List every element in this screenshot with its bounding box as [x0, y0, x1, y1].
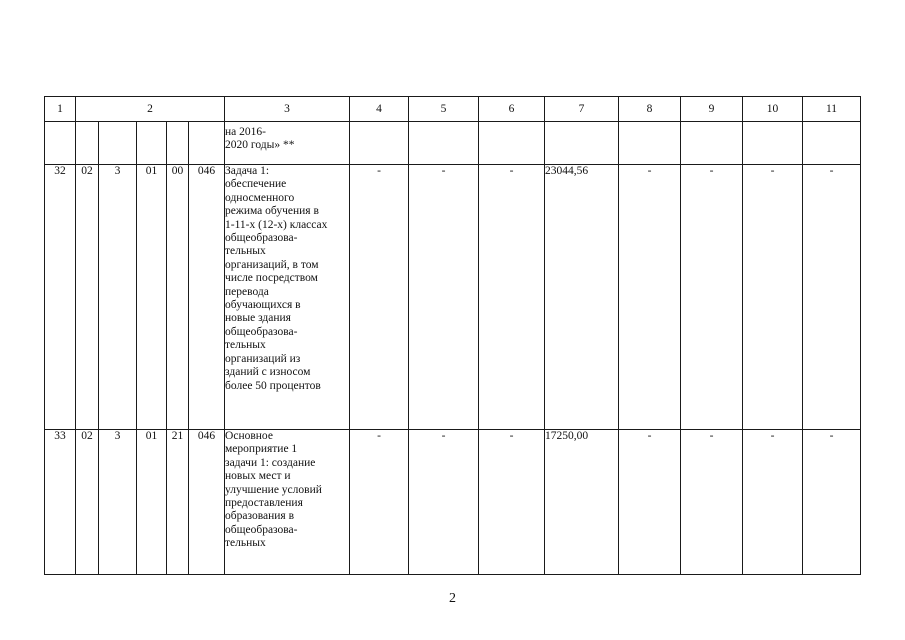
description-line: 1-11-х (12-х) классах [225, 218, 328, 231]
code-cell: 3 [99, 165, 137, 430]
description-line: односменного [225, 191, 295, 204]
description-line: организаций из [225, 352, 301, 365]
empty-cell [681, 122, 743, 165]
empty-cell [803, 122, 861, 165]
code-cell: 00 [167, 165, 189, 430]
value-col-7: 17250,00 [545, 430, 619, 575]
empty-cell [545, 122, 619, 165]
col-header-5: 5 [409, 97, 479, 122]
page-number: 2 [449, 591, 456, 606]
value-col-8: - [619, 165, 681, 430]
value-col-6: - [479, 165, 545, 430]
value-col-10: - [743, 430, 803, 575]
row-description [225, 430, 350, 575]
empty-cell [76, 122, 99, 165]
description-line: задачи 1: создание [225, 456, 316, 469]
empty-cell [137, 122, 167, 165]
col-header-6: 6 [479, 97, 545, 122]
code-cell: 01 [137, 165, 167, 430]
empty-cell [167, 122, 189, 165]
row-number: 33 [45, 430, 76, 575]
empty-cell [99, 122, 137, 165]
description-line: новые здания [225, 312, 291, 325]
value-col-9: - [681, 430, 743, 575]
col-header-9: 9 [681, 97, 743, 122]
description-line: перевода [225, 285, 269, 298]
code-cell: 046 [189, 165, 225, 430]
description-line: образования в [225, 510, 294, 523]
code-cell: 046 [189, 430, 225, 575]
value-col-4: - [350, 165, 409, 430]
col-header-1: 1 [45, 97, 76, 122]
col-header-2: 2 [76, 97, 225, 122]
description-line: более 50 процентов [225, 379, 321, 392]
row-number: 32 [45, 165, 76, 430]
continuation-description [225, 122, 350, 165]
continuation-row [45, 122, 861, 165]
empty-cell [45, 122, 76, 165]
value-col-5: - [409, 430, 479, 575]
value-col-5: - [409, 165, 479, 430]
description-line: общеобразова- [225, 232, 298, 245]
description-line: общеобразова- [225, 523, 298, 536]
description-line: улучшение условий [225, 483, 322, 496]
description-line: на 2016- [225, 126, 266, 138]
empty-cell [350, 122, 409, 165]
description-line: общеобразова- [225, 325, 298, 338]
code-cell: 21 [167, 430, 189, 575]
description-line: новых мест и [225, 470, 291, 483]
empty-cell [189, 122, 225, 165]
description-line: числе посредством [225, 272, 318, 285]
col-header-10: 10 [743, 97, 803, 122]
empty-cell [409, 122, 479, 165]
description-line: тельных [225, 245, 266, 258]
value-col-9: - [681, 165, 743, 430]
value-col-7: 23044,56 [545, 165, 619, 430]
description-line: тельных [225, 339, 266, 352]
value-col-6: - [479, 430, 545, 575]
code-cell: 02 [76, 165, 99, 430]
empty-cell [479, 122, 545, 165]
description-line: тельных [225, 537, 266, 550]
empty-cell [619, 122, 681, 165]
description-line: предоставления [225, 497, 303, 510]
col-header-8: 8 [619, 97, 681, 122]
description-line: организаций, в том [225, 258, 319, 271]
value-col-11: - [803, 165, 861, 430]
code-cell: 01 [137, 430, 167, 575]
column-number-row [45, 97, 861, 122]
col-header-3: 3 [225, 97, 350, 122]
description-line: 2020 годы» ** [225, 139, 295, 152]
description-line: обучающихся в [225, 299, 301, 312]
col-header-7: 7 [545, 97, 619, 122]
table-row-33 [45, 430, 861, 575]
value-col-10: - [743, 165, 803, 430]
code-cell: 02 [76, 430, 99, 575]
empty-cell [743, 122, 803, 165]
col-header-11: 11 [803, 97, 861, 122]
table-row-32 [45, 165, 861, 430]
row-description [225, 165, 350, 430]
description-line: мероприятие 1 [225, 443, 298, 456]
value-col-4: - [350, 430, 409, 575]
description-line: Основное [225, 430, 273, 442]
code-cell: 3 [99, 430, 137, 575]
description-line: обеспечение [225, 178, 287, 191]
value-col-8: - [619, 430, 681, 575]
budget-table [44, 96, 861, 575]
description-line: Задача 1: [225, 165, 270, 177]
description-line: режима обучения в [225, 205, 319, 218]
col-header-4: 4 [350, 97, 409, 122]
value-col-11: - [803, 430, 861, 575]
description-line: зданий с износом [225, 366, 311, 379]
